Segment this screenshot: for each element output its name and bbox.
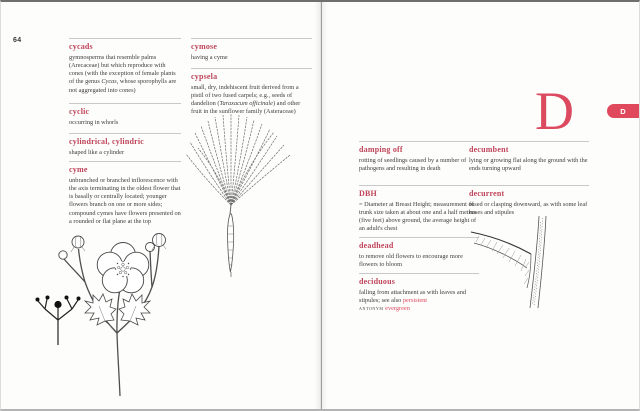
entry-definition: shaped like a cylinder <box>69 148 125 156</box>
entry-term: cyme <box>69 165 88 174</box>
entry-definition: falling from attachment as with leaves and stipules; see also persistent antonym evergreen <box>359 288 467 313</box>
entry-definition: occurring in whorls <box>69 118 119 126</box>
entry-rule <box>469 185 589 186</box>
entry-cylindrical <box>69 133 181 157</box>
entry-rule <box>359 273 479 274</box>
entry-definition: lying or growing flat along the ground with the ends turning upward <box>469 156 588 172</box>
entry-rule <box>191 68 312 69</box>
entry-term: decurrent <box>469 189 505 198</box>
right-column-2 <box>469 2 589 411</box>
entry-deciduous <box>359 273 479 313</box>
entry-rule <box>69 38 181 39</box>
entry-deadhead <box>359 237 479 269</box>
entry-definition: unbranched or branched inflorescence with the axis terminating in the oldest flower that is basally or centrally located; younger flowers branch on one or more sides; compound cymes have flowers presented on a rounded or flat plane at the top <box>69 176 181 225</box>
entry-rule <box>69 133 181 134</box>
entry-cypsela <box>191 68 312 117</box>
entry-term: cymose <box>191 42 218 51</box>
entry-decurrent <box>469 185 589 217</box>
entry-rule <box>359 185 479 186</box>
entry-cycads <box>69 38 181 95</box>
entry-rule <box>191 38 312 39</box>
entry-definition: fused or clasping downward, as with some leaf bases and stipules <box>469 200 588 216</box>
entry-dbh <box>359 185 479 234</box>
entry-rule <box>359 237 479 238</box>
entry-definition: gymnosperms that resemble palms (Arecaceae) but which reproduce with cones (with the exception of female plants of the genus Cycas, whose sporophylls are not aggregated into cones) <box>69 53 177 94</box>
right-column-1 <box>359 2 479 411</box>
entry-definition: to remove old flowers to encourage more flowers to bloom <box>359 252 463 268</box>
page-number: 64 <box>13 37 22 44</box>
entry-decumbent <box>469 141 589 173</box>
entry-rule <box>69 103 181 104</box>
entry-term: damping off <box>359 145 403 154</box>
entry-term: DBH <box>359 189 377 198</box>
entry-term: deadhead <box>359 241 394 250</box>
thumb-index-tab <box>607 104 639 118</box>
entry-term: cyclic <box>69 107 90 116</box>
entry-rule <box>69 161 181 162</box>
cypsela-seed-illustration <box>184 114 294 289</box>
entry-term: cycads <box>69 42 93 51</box>
entry-term: cypsela <box>191 72 218 81</box>
entry-term: deciduous <box>359 277 396 286</box>
entry-cymose <box>191 38 312 62</box>
entry-definition: having a cyme <box>191 53 228 61</box>
entry-cyclic <box>69 103 181 127</box>
entry-term: cylindrical, cylindric <box>69 137 145 146</box>
page-gutter-line <box>321 2 322 409</box>
decurrent-leaf-illustration <box>469 216 569 309</box>
entry-rule <box>359 141 479 142</box>
entry-rule <box>469 141 589 142</box>
entry-definition: = Diameter at Breast Height; measurement of trunk size taken at about one and a half meters (five feet) above ground, the average height of an adult's chest <box>359 200 477 233</box>
entry-damping-off <box>359 141 479 173</box>
cyme-schematic-diagram <box>34 292 89 347</box>
entry-definition: rotting of seedlings caused by a number of pathogens and resulting in death <box>359 156 467 172</box>
entry-term: decumbent <box>469 145 509 154</box>
section-letter: D <box>535 81 574 141</box>
thumb-index-letter: D <box>620 106 626 116</box>
entry-definition: small, dry, indehiscent fruit derived from a pistil of two fused carpels; e.g., seeds of dandelion (Taraxacum officinale) and other fruit in the sunflower family (Asteraceae) <box>191 83 301 116</box>
